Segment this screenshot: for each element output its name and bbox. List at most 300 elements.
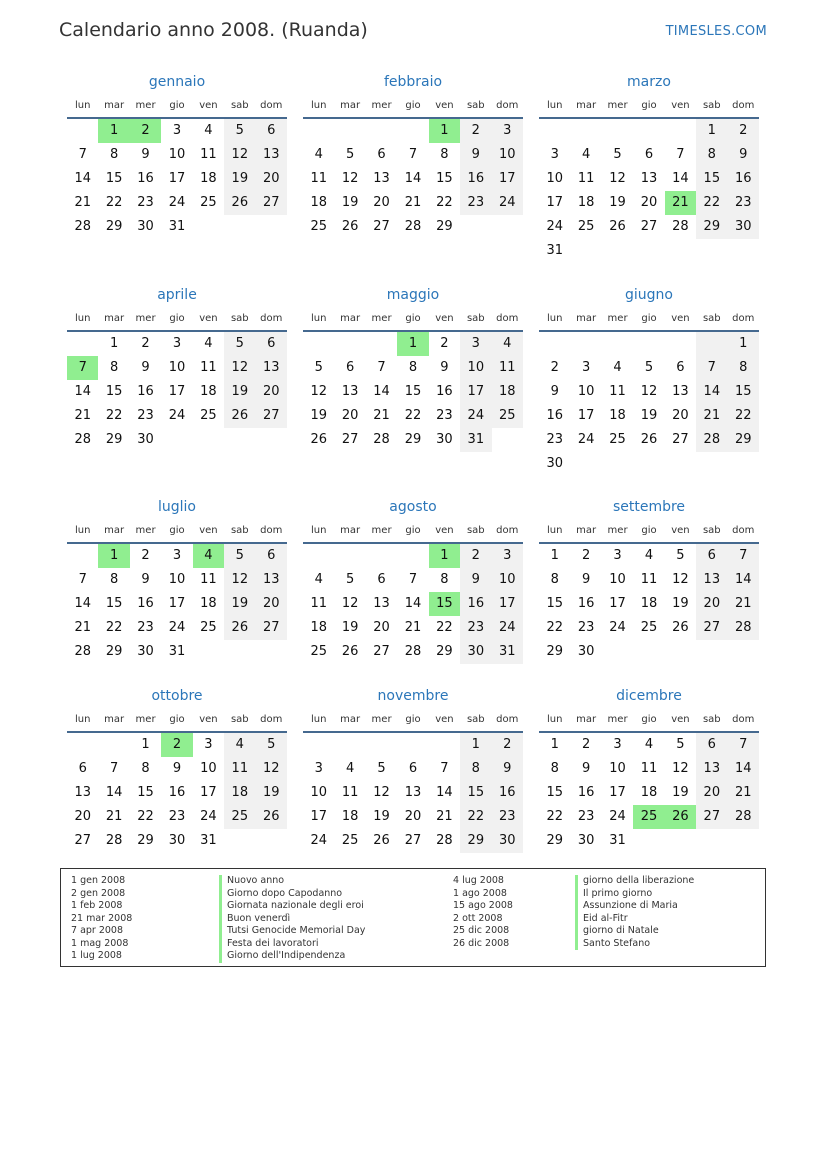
day-cell: 15 xyxy=(728,380,759,404)
day-cell: 25 xyxy=(200,195,217,210)
day-cell: 15 xyxy=(696,167,727,191)
day-cell: 4 xyxy=(492,332,523,356)
day-cell: 7 xyxy=(440,761,449,776)
day-cell: 18 xyxy=(492,380,523,404)
empty-cell xyxy=(366,733,397,757)
day-cell: 21 xyxy=(105,809,123,824)
day-cell: 3 xyxy=(613,548,622,563)
site-link[interactable]: TIMESLES.COM xyxy=(665,24,767,39)
day-cell: 4 xyxy=(224,733,255,757)
day-cell: 19 xyxy=(224,167,255,191)
day-cell: 6 xyxy=(377,147,386,162)
weekday-header xyxy=(303,518,523,544)
legend-entry: Giorno dell'Indipendenza xyxy=(219,950,365,963)
legend-entry: 26 dic 2008 xyxy=(453,937,510,949)
day-cell: 4 xyxy=(644,548,654,563)
empty-cell xyxy=(334,119,365,143)
day-cell: 2 xyxy=(130,119,161,143)
day-cell: 31 xyxy=(168,644,186,659)
day-cell: 3 xyxy=(172,336,182,351)
weekday-label: gio xyxy=(641,313,657,324)
day-cell: 22 xyxy=(546,809,563,824)
legend-entry: 21 mar 2008 xyxy=(71,912,133,924)
day-cell: 13 xyxy=(74,785,91,800)
day-cell: 26 xyxy=(373,833,390,848)
day-cell: 26 xyxy=(310,432,327,447)
day-cell: 21 xyxy=(74,408,91,423)
weekday-label: lun xyxy=(310,525,327,536)
day-cell: 18 xyxy=(310,620,327,635)
weekday-header xyxy=(67,93,287,119)
day-cell: 23 xyxy=(460,616,491,640)
day-cell: 13 xyxy=(341,384,359,399)
weekday-label: sab xyxy=(702,525,721,536)
day-cell: 14 xyxy=(436,785,453,800)
day-cell: 2 xyxy=(581,737,591,752)
day-cell: 28 xyxy=(728,616,759,640)
weekday-header xyxy=(539,707,759,733)
weekday-label: gio xyxy=(405,313,421,324)
day-cell: 8 xyxy=(109,147,119,162)
weekday-label: sab xyxy=(466,313,485,324)
day-cell: 12 xyxy=(672,572,689,587)
weekday-header xyxy=(303,306,523,332)
day-cell: 13 xyxy=(373,596,390,611)
day-cell: 14 xyxy=(404,171,422,186)
legend-names-left xyxy=(219,875,365,963)
day-cell: 24 xyxy=(609,620,626,635)
empty-cell xyxy=(67,119,98,143)
empty-cell xyxy=(633,332,664,356)
weekday-label: lun xyxy=(546,714,563,725)
month-name: maggio xyxy=(386,287,440,303)
legend-entry: 7 apr 2008 xyxy=(71,925,124,936)
weekday-label: lun xyxy=(546,100,563,111)
day-cell: 16 xyxy=(137,596,154,611)
day-cell: 31 xyxy=(168,219,186,234)
month-name: dicembre xyxy=(616,688,682,704)
day-cell: 7 xyxy=(377,360,386,375)
empty-cell xyxy=(303,119,334,143)
day-cell: 27 xyxy=(640,219,658,234)
day-cell: 30 xyxy=(546,456,563,471)
day-cell: 8 xyxy=(440,147,449,162)
day-cell: 2 xyxy=(460,544,491,568)
day-cell: 3 xyxy=(204,737,213,752)
day-cell: 11 xyxy=(310,596,327,611)
day-cell: 5 xyxy=(345,147,355,162)
day-cell: 9 xyxy=(460,143,491,167)
day-cell: 12 xyxy=(224,568,255,592)
day-cell: 1 xyxy=(429,544,460,568)
day-cell: 2 xyxy=(161,733,192,757)
day-cell: 26 xyxy=(341,219,359,234)
day-cell: 24 xyxy=(310,833,327,848)
day-grid xyxy=(539,733,759,853)
day-cell: 28 xyxy=(74,219,91,234)
day-cell: 28 xyxy=(404,644,422,659)
day-cell: 3 xyxy=(492,119,523,143)
empty-cell xyxy=(665,119,696,143)
day-cell: 17 xyxy=(168,171,186,186)
weekday-label: dom xyxy=(496,313,519,324)
weekday-label: mer xyxy=(371,100,392,111)
day-cell: 15 xyxy=(460,781,491,805)
day-cell: 23 xyxy=(492,805,523,829)
day-cell: 9 xyxy=(141,360,150,375)
day-cell: 11 xyxy=(310,171,327,186)
weekday-label: dom xyxy=(260,525,283,536)
day-cell: 5 xyxy=(314,360,323,375)
day-cell: 23 xyxy=(137,408,154,423)
weekday-label: dom xyxy=(496,714,519,725)
day-cell: 9 xyxy=(581,761,591,776)
day-cell: 3 xyxy=(550,147,559,162)
day-cell: 30 xyxy=(137,432,154,447)
day-cell: 28 xyxy=(105,833,123,848)
day-cell: 21 xyxy=(728,781,759,805)
day-cell: 2 xyxy=(581,548,591,563)
day-cell: 6 xyxy=(345,360,355,375)
day-cell: 19 xyxy=(341,195,359,210)
day-cell: 28 xyxy=(696,428,727,452)
day-cell: 4 xyxy=(613,360,622,375)
day-cell: 17 xyxy=(492,592,523,616)
month-agosto xyxy=(303,496,523,664)
day-cell: 2 xyxy=(550,360,559,375)
day-cell: 16 xyxy=(492,781,523,805)
weekday-header xyxy=(67,306,287,332)
weekday-label: mer xyxy=(607,714,628,725)
day-cell: 18 xyxy=(640,785,658,800)
day-cell: 14 xyxy=(74,596,91,611)
month-novembre xyxy=(303,685,523,853)
day-cell: 25 xyxy=(633,805,664,829)
weekday-header xyxy=(67,707,287,733)
day-cell: 19 xyxy=(609,195,626,210)
weekday-label: mer xyxy=(607,313,628,324)
day-cell: 18 xyxy=(200,171,217,186)
day-cell: 22 xyxy=(105,408,123,423)
weekday-label: mar xyxy=(104,714,125,725)
day-cell: 18 xyxy=(200,596,217,611)
empty-cell xyxy=(397,544,428,568)
month-name: aprile xyxy=(157,287,197,303)
weekday-label: sab xyxy=(230,100,249,111)
day-cell: 25 xyxy=(224,805,255,829)
day-cell: 10 xyxy=(609,761,626,776)
day-cell: 16 xyxy=(577,785,595,800)
day-cell: 1 xyxy=(397,332,428,356)
day-cell: 29 xyxy=(105,432,123,447)
day-cell: 20 xyxy=(341,408,359,423)
day-cell: 30 xyxy=(168,833,186,848)
day-cell: 11 xyxy=(200,147,217,162)
day-cell: 17 xyxy=(577,408,595,423)
day-cell: 22 xyxy=(404,408,422,423)
day-cell: 17 xyxy=(609,596,626,611)
day-cell: 26 xyxy=(224,191,255,215)
month-giugno xyxy=(539,284,759,476)
day-cell: 8 xyxy=(141,761,150,776)
day-grid xyxy=(539,332,759,476)
day-cell: 21 xyxy=(728,592,759,616)
day-cell: 12 xyxy=(672,761,689,776)
month-febbraio xyxy=(303,71,523,239)
day-cell: 3 xyxy=(172,548,182,563)
day-cell: 21 xyxy=(74,620,91,635)
weekday-label: sab xyxy=(702,313,721,324)
day-cell: 7 xyxy=(109,761,119,776)
weekday-label: mer xyxy=(607,525,628,536)
day-cell: 13 xyxy=(256,568,287,592)
weekday-label: ven xyxy=(199,714,218,725)
day-cell: 11 xyxy=(609,384,626,399)
day-cell: 8 xyxy=(109,572,119,587)
weekday-label: gio xyxy=(641,714,657,725)
day-cell: 22 xyxy=(728,404,759,428)
day-cell: 30 xyxy=(492,829,523,853)
weekday-label: dom xyxy=(496,100,519,111)
weekday-label: lun xyxy=(310,714,327,725)
day-cell: 17 xyxy=(310,809,327,824)
legend-entry: Assunzione di Maria xyxy=(575,900,694,913)
day-cell: 2 xyxy=(141,548,150,563)
day-cell: 21 xyxy=(74,195,91,210)
month-aprile xyxy=(67,284,287,452)
day-cell: 6 xyxy=(644,147,654,162)
day-cell: 11 xyxy=(577,171,595,186)
month-name: febbraio xyxy=(383,74,443,90)
day-cell: 29 xyxy=(546,644,563,659)
day-cell: 29 xyxy=(696,215,727,239)
weekday-label: dom xyxy=(732,313,755,324)
day-cell: 12 xyxy=(256,757,287,781)
weekday-label: mar xyxy=(576,100,597,111)
day-cell: 13 xyxy=(696,568,727,592)
day-cell: 26 xyxy=(609,219,626,234)
legend-entry: 1 mag 2008 xyxy=(71,937,129,949)
day-grid xyxy=(303,544,523,664)
day-cell: 23 xyxy=(577,620,595,635)
day-cell: 11 xyxy=(640,761,658,776)
legend-entry: giorno della liberazione xyxy=(575,875,694,888)
day-cell: 30 xyxy=(577,833,595,848)
day-cell: 1 xyxy=(98,544,129,568)
empty-cell xyxy=(539,119,570,143)
day-cell: 18 xyxy=(224,781,255,805)
weekday-label: gio xyxy=(169,313,185,324)
day-cell: 11 xyxy=(224,757,255,781)
weekday-label: sab xyxy=(230,313,249,324)
day-cell: 30 xyxy=(137,219,154,234)
day-cell: 14 xyxy=(728,757,759,781)
weekday-label: lun xyxy=(74,100,91,111)
day-cell: 16 xyxy=(546,408,563,423)
day-cell: 30 xyxy=(460,640,491,664)
weekday-header xyxy=(539,518,759,544)
day-cell: 16 xyxy=(577,596,595,611)
day-cell: 8 xyxy=(460,757,491,781)
day-cell: 12 xyxy=(373,785,390,800)
day-cell: 3 xyxy=(172,123,182,138)
weekday-label: sab xyxy=(702,100,721,111)
weekday-label: ven xyxy=(199,525,218,536)
day-cell: 24 xyxy=(460,404,491,428)
empty-cell xyxy=(665,332,696,356)
day-cell: 5 xyxy=(345,572,355,587)
day-cell: 9 xyxy=(492,757,523,781)
day-cell: 20 xyxy=(640,195,658,210)
day-cell: 19 xyxy=(310,408,327,423)
day-cell: 4 xyxy=(345,761,355,776)
day-cell: 28 xyxy=(373,432,390,447)
weekday-label: mer xyxy=(371,313,392,324)
day-cell: 23 xyxy=(436,408,453,423)
day-cell: 19 xyxy=(672,596,689,611)
weekday-label: gio xyxy=(169,714,185,725)
weekday-label: gio xyxy=(405,714,421,725)
day-cell: 13 xyxy=(672,384,689,399)
day-grid xyxy=(67,733,287,853)
day-cell: 2 xyxy=(440,336,449,351)
day-cell: 7 xyxy=(78,147,87,162)
day-cell: 10 xyxy=(168,572,186,587)
day-cell: 10 xyxy=(492,568,523,592)
day-cell: 20 xyxy=(696,592,727,616)
day-grid xyxy=(303,332,523,452)
day-cell: 13 xyxy=(256,143,287,167)
weekday-label: mar xyxy=(576,313,597,324)
month-gennaio xyxy=(67,71,287,239)
day-cell: 4 xyxy=(314,572,323,587)
day-cell: 27 xyxy=(256,616,287,640)
empty-cell xyxy=(633,119,664,143)
day-cell: 20 xyxy=(256,380,287,404)
day-cell: 9 xyxy=(172,761,182,776)
day-cell: 10 xyxy=(200,761,217,776)
weekday-label: mer xyxy=(371,525,392,536)
legend-dates-left xyxy=(71,875,132,963)
weekday-label: mer xyxy=(135,100,156,111)
day-cell: 7 xyxy=(408,572,418,587)
empty-cell xyxy=(366,119,397,143)
holiday-legend xyxy=(60,868,766,967)
day-cell: 24 xyxy=(168,195,186,210)
weekday-label: lun xyxy=(74,714,91,725)
day-cell: 29 xyxy=(436,644,453,659)
day-cell: 19 xyxy=(373,809,390,824)
day-cell: 22 xyxy=(436,620,453,635)
day-grid xyxy=(303,733,523,853)
day-cell: 24 xyxy=(168,620,186,635)
day-cell: 8 xyxy=(550,572,559,587)
weekday-header xyxy=(303,707,523,733)
day-cell: 22 xyxy=(546,620,563,635)
day-cell: 3 xyxy=(314,761,323,776)
day-cell: 3 xyxy=(581,360,591,375)
day-grid xyxy=(67,332,287,452)
day-cell: 28 xyxy=(436,833,453,848)
day-cell: 4 xyxy=(193,544,224,568)
month-name: giugno xyxy=(625,287,673,303)
day-cell: 20 xyxy=(404,809,422,824)
legend-entry: Giornata nazionale degli eroi xyxy=(219,900,365,913)
weekday-label: dom xyxy=(496,525,519,536)
day-cell: 12 xyxy=(310,384,327,399)
day-cell: 1 xyxy=(550,548,559,563)
day-cell: 5 xyxy=(377,761,386,776)
day-cell: 11 xyxy=(640,572,658,587)
weekday-header xyxy=(539,306,759,332)
day-grid xyxy=(539,119,759,263)
legend-entry: 1 ago 2008 xyxy=(453,887,507,899)
legend-dates-right xyxy=(453,875,513,950)
day-cell: 27 xyxy=(341,432,359,447)
day-cell: 9 xyxy=(440,360,449,375)
weekday-label: ven xyxy=(435,714,454,725)
day-cell: 17 xyxy=(168,596,186,611)
day-cell: 18 xyxy=(577,195,595,210)
day-cell: 27 xyxy=(256,404,287,428)
day-cell: 6 xyxy=(696,733,727,757)
day-cell: 1 xyxy=(109,336,119,351)
day-cell: 17 xyxy=(609,785,626,800)
day-cell: 5 xyxy=(613,147,622,162)
weekday-label: ven xyxy=(199,313,218,324)
weekday-label: dom xyxy=(732,525,755,536)
weekday-label: lun xyxy=(546,525,563,536)
day-cell: 10 xyxy=(609,572,626,587)
weekday-label: mar xyxy=(104,100,125,111)
day-cell: 21 xyxy=(696,404,727,428)
weekday-label: sab xyxy=(466,100,485,111)
day-cell: 29 xyxy=(436,219,453,234)
day-cell: 10 xyxy=(168,147,186,162)
day-cell: 20 xyxy=(672,408,689,423)
day-cell: 9 xyxy=(550,384,559,399)
day-cell: 17 xyxy=(546,195,563,210)
day-cell: 6 xyxy=(676,360,685,375)
month-name: marzo xyxy=(627,74,671,90)
weekday-header xyxy=(539,93,759,119)
day-cell: 6 xyxy=(78,761,87,776)
day-cell: 14 xyxy=(74,384,91,399)
day-cell: 11 xyxy=(341,785,359,800)
weekday-label: mer xyxy=(135,525,156,536)
day-cell: 1 xyxy=(460,733,491,757)
day-cell: 5 xyxy=(224,332,255,356)
day-grid xyxy=(67,119,287,239)
legend-entry: 4 lug 2008 xyxy=(453,875,504,886)
legend-entry: Nuovo anno xyxy=(219,875,365,888)
day-cell: 6 xyxy=(256,544,287,568)
day-cell: 19 xyxy=(256,781,287,805)
day-cell: 9 xyxy=(728,143,759,167)
weekday-label: ven xyxy=(435,525,454,536)
empty-cell xyxy=(397,733,428,757)
weekday-label: ven xyxy=(671,100,690,111)
day-cell: 25 xyxy=(609,432,626,447)
weekday-label: gio xyxy=(641,525,657,536)
weekday-label: mar xyxy=(340,100,361,111)
day-cell: 22 xyxy=(436,195,453,210)
empty-cell xyxy=(570,332,601,356)
day-cell: 15 xyxy=(105,596,123,611)
month-dicembre xyxy=(539,685,759,853)
day-cell: 7 xyxy=(676,147,685,162)
day-cell: 30 xyxy=(577,644,595,659)
